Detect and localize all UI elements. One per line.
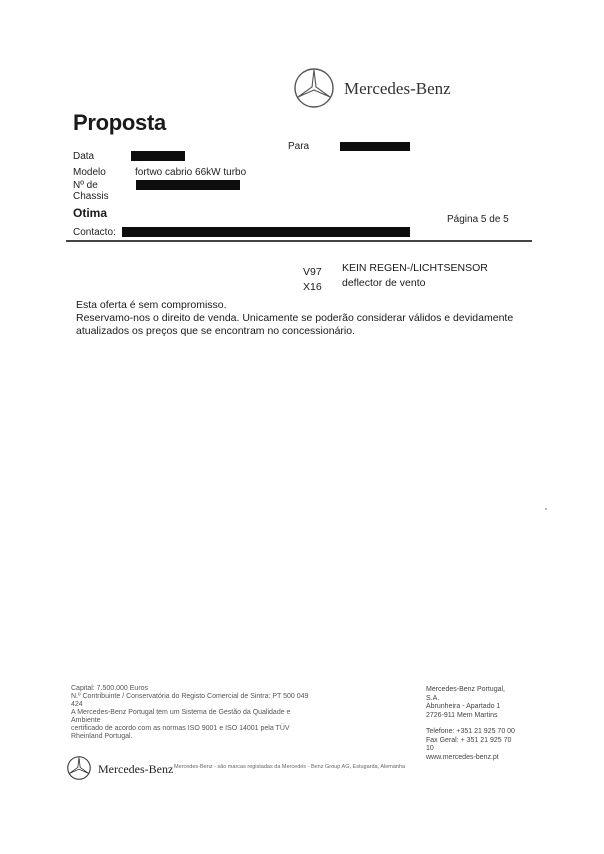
item-description: KEIN REGEN-/LICHTSENSOR (342, 262, 488, 274)
header-divider (66, 240, 532, 242)
footer-line: A Mercedes-Benz Portugal tem um Sistema de Gestão da Qualidade e (71, 709, 291, 716)
footer-website: www.mercedes-benz.pt (426, 753, 499, 761)
offer-note: Esta oferta é sem compromisso. (76, 299, 227, 311)
footer-line: certificado de acordo com as normas ISO 9001 e ISO 14001 pela TÜV (71, 725, 290, 732)
footer-line: Rheinland Portugal. (71, 733, 133, 740)
scan-speck (545, 508, 547, 510)
footer-company-info (71, 685, 311, 741)
footer-line: Telefone: +351 21 925 70 00 (426, 728, 515, 735)
brand-name: Mercedes-Benz (344, 79, 451, 98)
chassis-label-2: Chassis (73, 191, 109, 202)
footer-line: Capital: 7.500.000 Euros (71, 685, 149, 692)
footer-line: 10 (426, 745, 434, 752)
redacted-chassis (136, 180, 240, 190)
list-item (303, 277, 426, 295)
trademark-notice: Mercedes-Benz - são marcas registadas da Mercedes - Benz Group AG, Estugarda, Alemanha (174, 764, 406, 770)
footer-brand (66, 755, 446, 781)
redacted-contact (122, 227, 410, 237)
modelo-label: Modelo (73, 167, 106, 178)
otima-label: Otima (73, 206, 108, 220)
footer-line: 2726-911 Mem Martins (426, 711, 498, 719)
data-label: Data (73, 151, 95, 162)
item-code: X16 (303, 281, 322, 293)
redacted-date (131, 151, 185, 161)
footer-line: Fax Geral: + 351 21 925 70 (426, 736, 512, 744)
footer-line: 424 (71, 701, 83, 708)
footer-line: N.º Contribuinte / Conservatória do Registo Comercial de Sintra: PT 500 049 (71, 693, 309, 700)
para-label: Para (288, 141, 310, 152)
footer-spacer (426, 720, 536, 728)
mercedes-star-icon (292, 66, 336, 110)
mercedes-benz-logo (292, 66, 482, 110)
modelo-value: fortwo cabrio 66kW turbo (135, 167, 247, 178)
item-code: V97 (303, 266, 322, 278)
item-description: deflector de vento (342, 277, 426, 289)
redacted-recipient (340, 142, 410, 151)
footer-brand-name: Mercedes-Benz (98, 762, 174, 776)
footer-line: Mercedes-Benz Portugal, (426, 686, 505, 693)
footer-contact-info (426, 686, 536, 762)
mercedes-star-icon (66, 755, 92, 781)
document-title: Proposta (73, 110, 166, 135)
page-info: Página 5 de 5 (447, 214, 509, 225)
chassis-label-1: Nº de (73, 180, 98, 191)
footer-line: Abrunheira - Apartado 1 (426, 703, 501, 710)
footer-line: Ambiente (71, 717, 101, 724)
contacto-label: Contacto: (73, 227, 116, 238)
reservation-note: Reservamo-nos o direito de venda. Unicamente se poderão considerar válidos e devidamente atualizados os preços que se encontram no concessionário. (76, 312, 514, 337)
footer-line: S.A. (426, 694, 440, 702)
